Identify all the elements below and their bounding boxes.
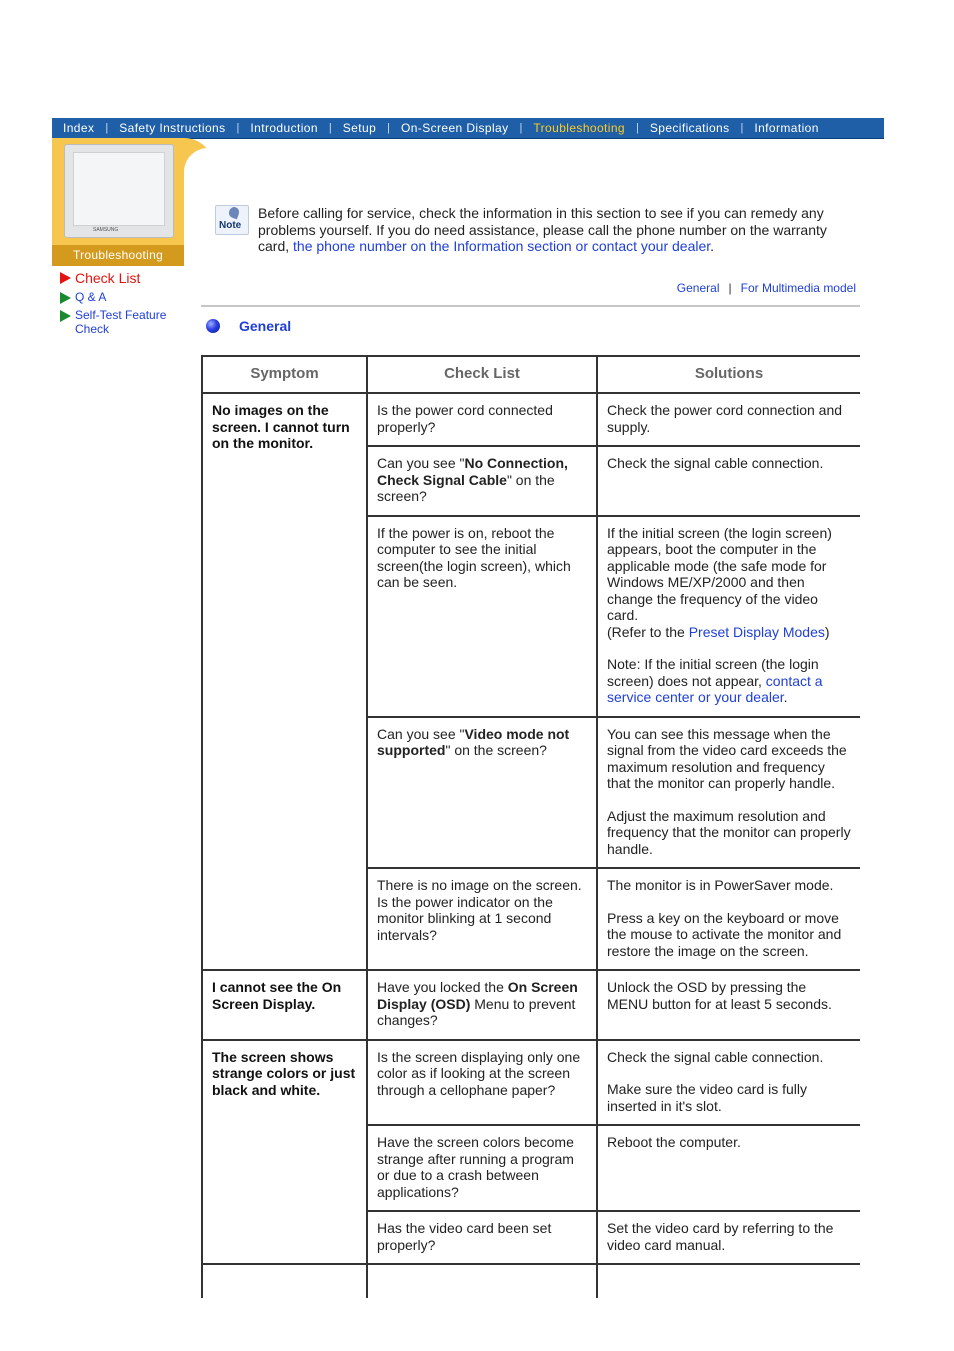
- green-arrow-icon: [60, 310, 71, 322]
- cell-text: Can you see ": [377, 725, 465, 742]
- nav-separator: |: [236, 122, 240, 134]
- nav-separator: |: [387, 122, 390, 134]
- note-icon-label: Note: [219, 220, 242, 231]
- solution-cell: [597, 1040, 860, 1126]
- nav-separator: |: [636, 122, 639, 134]
- solution-cell: [597, 516, 860, 717]
- cell-text: The monitor is in PowerSaver mode.: [607, 877, 834, 893]
- check-cell: [367, 717, 597, 869]
- section-links: [600, 281, 856, 295]
- cell-text: Note: If the initial screen (the login screen) does not appear,: [607, 656, 819, 689]
- nav-separator: |: [519, 122, 523, 134]
- check-cell: [367, 1040, 597, 1126]
- empty-cell: [367, 1264, 597, 1298]
- top-nav-bar: [52, 118, 884, 139]
- paragraph-gap: [607, 1065, 851, 1081]
- cell-text: Reboot the computer.: [607, 1134, 741, 1150]
- sidebar-item-qa[interactable]: [60, 290, 190, 304]
- table-row-continuation: [202, 1264, 860, 1298]
- monitor-brand: SAMSUNG: [93, 227, 119, 233]
- nav-item-safety-instructions[interactable]: Safety Instructions: [119, 121, 226, 135]
- intro-text: Before calling for service, check the information in this section to see if you can remedy any problems yourself. If you do need assistance, please call the phone number on the warranty card,: [258, 205, 827, 254]
- sidebar-item-check-list[interactable]: [60, 270, 190, 286]
- check-cell: [367, 1211, 597, 1264]
- nav-item-troubleshooting[interactable]: Troubleshooting: [533, 121, 625, 135]
- blue-ball-bullet-icon: [206, 319, 220, 333]
- note-icon: [215, 205, 249, 235]
- reference-link[interactable]: contact a service center or your dealer: [607, 672, 823, 705]
- symptom-cell: The screen shows strange colors or just black and white.: [202, 1040, 367, 1265]
- banner-label: Troubleshooting: [52, 245, 184, 266]
- check-cell: [367, 393, 597, 446]
- solution-paragraph: [607, 1081, 851, 1114]
- solution-paragraph: [607, 525, 851, 641]
- cell-text: Has the video card been set properly?: [377, 1220, 552, 1253]
- cell-text: If the power is on, reboot the computer to see the initial screen(the login screen), which can be seen.: [377, 524, 571, 590]
- symptom-cell: No images on the screen. I cannot turn on the monitor.: [202, 393, 367, 970]
- general-link[interactable]: General: [676, 281, 720, 295]
- intro-note: [258, 205, 858, 255]
- nav-item-on-screen-display[interactable]: On-Screen Display: [401, 121, 509, 135]
- solution-paragraph: [607, 979, 851, 1012]
- solution-cell: [597, 717, 860, 869]
- cell-text: .: [783, 689, 788, 705]
- check-cell: [367, 868, 597, 970]
- table-row: [202, 393, 860, 446]
- sidebar-item-label: Self-Test Feature Check: [75, 308, 167, 336]
- solution-paragraph: [607, 910, 851, 960]
- table-header-row: [202, 356, 860, 393]
- checklist-table-wrapper: [201, 355, 860, 1298]
- empty-cell: [202, 1264, 367, 1298]
- emphasis-text: No Connection, Check Signal Cable: [377, 455, 568, 488]
- solution-paragraph: [607, 726, 851, 792]
- solution-cell: [597, 1211, 860, 1264]
- empty-cell: [597, 1264, 860, 1298]
- section-title: General: [239, 318, 292, 334]
- section-heading: [206, 318, 291, 334]
- nav-item-information[interactable]: Information: [754, 121, 819, 135]
- checklist-table: [201, 355, 860, 1298]
- check-cell: [367, 1125, 597, 1211]
- solution-paragraph: [607, 1220, 851, 1253]
- table-body: [202, 393, 860, 1298]
- sidebar-item-label: Q & A: [75, 290, 107, 304]
- reference-link[interactable]: Preset Display Modes: [688, 623, 825, 640]
- table-row: [202, 1040, 860, 1126]
- cell-text: Make sure the video card is fully inserted in it's slot.: [607, 1081, 807, 1114]
- nav-separator: |: [105, 122, 109, 134]
- cell-text: Check the signal cable connection.: [607, 1048, 824, 1065]
- pin-icon: [227, 206, 240, 220]
- cell-text: Check the signal cable connection.: [607, 455, 824, 471]
- nav-item-setup[interactable]: Setup: [342, 121, 377, 135]
- cell-text: " on the screen?: [445, 742, 547, 758]
- cell-text: Have you locked the: [377, 979, 508, 995]
- nav-separator: |: [328, 122, 332, 134]
- green-arrow-icon: [60, 292, 71, 304]
- cell-text: You can see this message when the signal from the video card exceeds the maximum resolution and frequency that the monitor can properly handle.: [607, 725, 847, 791]
- emphasis-text: On Screen Display (OSD): [377, 979, 578, 1012]
- horizontal-rule: [201, 305, 860, 307]
- solution-paragraph: [607, 656, 851, 706]
- cell-text: Is the power cord connected properly?: [377, 402, 553, 435]
- cell-text: Adjust the maximum resolution and frequency that the monitor can properly handle.: [607, 807, 851, 857]
- nav-item-introduction[interactable]: Introduction: [250, 121, 318, 135]
- solution-cell: [597, 393, 860, 446]
- banner-tab-decoration: [184, 138, 214, 186]
- section-banner: [52, 138, 184, 266]
- cell-text: Unlock the OSD by pressing the MENU button for at least 5 seconds.: [607, 979, 832, 1012]
- solution-paragraph: [607, 877, 851, 894]
- nav-item-index[interactable]: Index: [63, 121, 95, 135]
- paragraph-gap: [607, 792, 851, 808]
- header-solutions: Solutions: [597, 356, 860, 393]
- red-arrow-icon: [60, 272, 71, 284]
- emphasis-text: Video mode not supported: [377, 725, 570, 758]
- cell-text: If the initial screen (the login screen) appears, boot the computer in the applicable mode (the safe mode for Windows ME/XP/2000 and then change the frequency of the video card. (Refer to the: [607, 524, 832, 640]
- solution-cell: [597, 868, 860, 970]
- intro-text-end: .: [710, 238, 715, 254]
- solution-paragraph: [607, 1049, 851, 1066]
- solution-paragraph: [607, 1134, 851, 1151]
- solution-cell: [597, 1125, 860, 1211]
- symptom-cell: I cannot see the On Screen Display.: [202, 970, 367, 1040]
- sidebar-nav: [60, 270, 190, 340]
- solution-cell: [597, 446, 860, 516]
- check-cell: [367, 970, 597, 1040]
- cell-text: Can you see ": [377, 455, 465, 471]
- cell-text: Have the screen colors become strange after running a program or due to a crash between applications?: [377, 1134, 574, 1200]
- monitor-image: [64, 144, 174, 238]
- sidebar-item-self-test[interactable]: [60, 308, 190, 336]
- paragraph-gap: [607, 894, 851, 910]
- nav-item-specifications[interactable]: Specifications: [649, 121, 730, 135]
- check-cell: [367, 446, 597, 516]
- nav-separator: |: [740, 122, 744, 134]
- solution-paragraph: [607, 402, 851, 435]
- check-cell: [367, 516, 597, 717]
- cell-text: Menu to prevent changes?: [377, 995, 576, 1028]
- cell-text: Check the power cord connection and supply.: [607, 402, 843, 435]
- table-row: [202, 970, 860, 1040]
- cell-text: Set the video card by referring to the video card manual.: [607, 1220, 834, 1253]
- header-symptom: Symptom: [202, 356, 367, 393]
- solution-cell: [597, 970, 860, 1040]
- solution-paragraph: [607, 808, 851, 858]
- cell-text: Is the screen displaying only one color as if looking at the screen through a cellophane paper?: [377, 1048, 581, 1098]
- monitor-screen: [73, 152, 165, 226]
- header-check-list: Check List: [367, 356, 597, 393]
- cell-text: ): [824, 623, 830, 640]
- cell-text: Press a key on the keyboard or move the mouse to activate the monitor and restore the image on the screen.: [607, 909, 842, 959]
- solution-paragraph: [607, 455, 851, 472]
- sidebar-item-label: Check List: [75, 270, 141, 286]
- link-divider: |: [728, 281, 732, 295]
- cell-text: There is no image on the screen. Is the power indicator on the monitor blinking at 1 second intervals?: [377, 877, 582, 943]
- paragraph-gap: [607, 640, 851, 656]
- dealer-contact-link[interactable]: the phone number on the Information section or contact your dealer: [293, 238, 711, 254]
- multimedia-link[interactable]: For Multimedia model: [740, 281, 856, 295]
- cell-text: " on the screen?: [377, 471, 555, 504]
